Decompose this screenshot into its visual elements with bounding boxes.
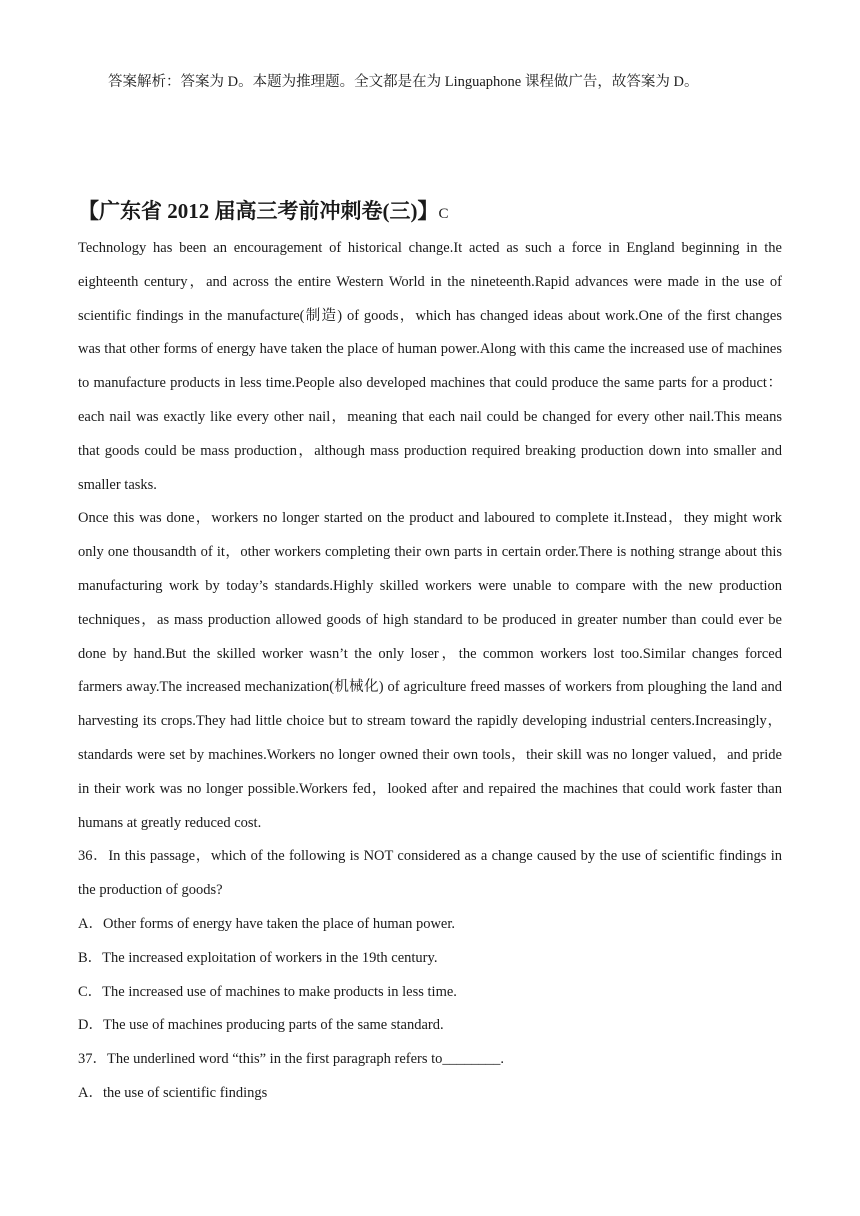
question-stem: 37．The underlined word “this” in the first paragraph refers to________.	[78, 1051, 505, 1068]
passage-tag: C	[438, 206, 449, 222]
option-a: A．the use of scientific findings	[78, 1084, 268, 1101]
option-b: B．The increased exploitation of workers in the 19th century.	[78, 949, 438, 966]
option-c: C．The increased use of machines to make products in less time.	[78, 983, 457, 1000]
question-stem: 36．In this passage，which of the following is NOT considered as a change caused by the use of scientific findings in the production of goods?	[78, 848, 782, 899]
section-heading	[78, 196, 449, 229]
reading-passage	[78, 232, 782, 1111]
question-36	[78, 840, 782, 1043]
question-37	[78, 1043, 782, 1111]
section-title: 【广东省 2012 届高三考前冲刺卷(三)】	[78, 199, 439, 223]
passage-paragraph-1: Technology has been an encouragement of historical change.It acted as such a force in England beginning in the eighteenth century，and across the entire Western World in the nineteenth.Rapid advances were made in the use of scientific findings in the manufacture(制造) of goods，which has changed ideas about work.One of the first changes was that other forms of energy have taken the place of human power.Along with this came the increased use of machines to manufacture products in less time.People also developed machines that could produce the same parts for a product：each nail was exactly like every other nail，meaning that each nail could be changed for every other nail.This means that goods could be mass production，although mass production required breaking production down into smaller and smaller tasks.	[78, 240, 782, 493]
answer-explanation: 答案解析：答案为 D。本题为推理题。全文都是在为 Linguaphone 课程做广告，故答案为 D。	[108, 74, 699, 90]
option-a: A．Other forms of energy have taken the place of human power.	[78, 915, 456, 932]
passage-paragraph-2: Once this was done，workers no longer started on the product and laboured to complete it.Instead，they might work only one thousandth of it，other workers completing their own parts in certain order.There is nothing strange about this manufacturing work by today’s standards.Highly skilled workers were unable to compare with the new production techniques，as mass production allowed goods of high standard to be produced in greater number than could ever be done by hand.But the skilled worker wasn’t the only loser，the common workers lost too.Similar changes forced farmers away.The increased mechanization(机械化) of agriculture freed masses of workers from ploughing the land and harvesting its crops.They had little choice but to stream toward the rapidly developing industrial centers.Increasingly，standards were set by machines.Workers no longer owned their own tools，their skill was no longer valued，and pride in their work was no longer possible.Workers fed，looked after and repaired the machines that could work faster than humans at greatly reduced cost.	[78, 510, 782, 831]
option-d: D．The use of machines producing parts of the same standard.	[78, 1017, 444, 1034]
